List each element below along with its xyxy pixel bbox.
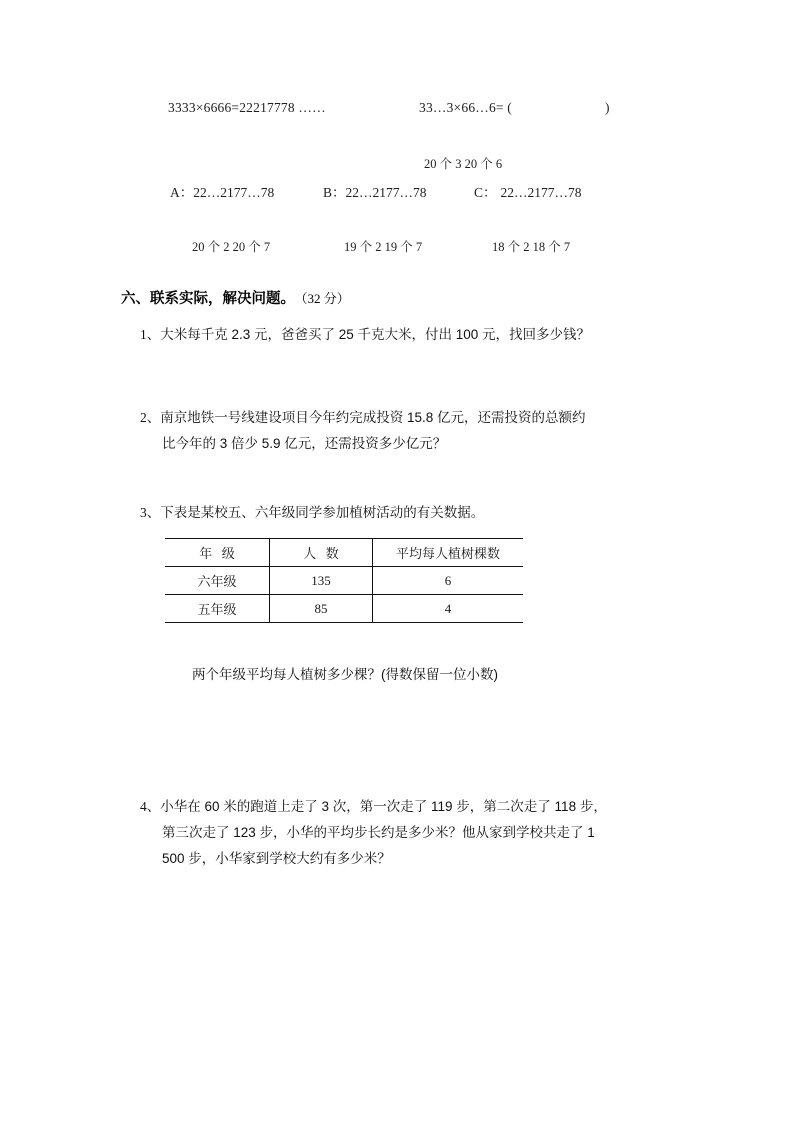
problem-3-sub-question: 两个年级平均每人植树多少棵？(得数保留一位小数) xyxy=(192,667,498,682)
mc-counter-a: 20 个 2 20 个 7 xyxy=(192,240,271,254)
mc-choice-b-value: 22…2177…78 xyxy=(345,185,427,200)
mc-question-close-paren: ) xyxy=(605,100,610,115)
table-cell-avg-0: 6 xyxy=(373,567,524,595)
problem-2-number: 2、 xyxy=(140,410,161,425)
table-header-count: 人 数 xyxy=(270,539,373,567)
mc-question-expression: 33…3×66…6= ( xyxy=(419,100,512,115)
section-heading xyxy=(121,287,350,308)
table-cell-count-1: 85 xyxy=(270,595,373,623)
mc-choice-a-label: A： xyxy=(170,185,194,200)
planting-data-table xyxy=(165,538,523,623)
problem-3 xyxy=(140,500,484,526)
table-header-grade: 年 级 xyxy=(165,539,270,567)
problem-4 xyxy=(140,794,607,872)
table-row xyxy=(165,595,523,623)
problem-4-line-1: 小华在 60 米的跑道上走了 3 次，第一次走了 119 步，第二次走了 118 步， xyxy=(160,799,607,814)
section-title: 联系实际，解决问题。 xyxy=(150,291,295,307)
problem-2 xyxy=(140,405,586,457)
table-header-row xyxy=(165,539,523,567)
section-number: 六、 xyxy=(121,291,150,307)
mc-choice-a[interactable] xyxy=(170,184,274,202)
problem-4-line-3: 500 步，小华家到学校大约有多少米？ xyxy=(162,851,391,866)
problem-4-number: 4、 xyxy=(140,799,161,814)
table-cell-count-0: 135 xyxy=(270,567,373,595)
mc-choice-b[interactable] xyxy=(323,184,427,202)
table-row xyxy=(165,567,523,595)
mc-counter-above-question: 20 个 3 20 个 6 xyxy=(424,157,503,171)
table-cell-avg-1: 4 xyxy=(373,595,524,623)
table-cell-grade-0: 六年级 xyxy=(165,567,270,595)
problem-1-line-1: 大米每千克 2.3 元，爸爸买了 25 千克大米，付出 100 元，找回多少钱？ xyxy=(160,327,591,342)
problem-3-line-1: 下表是某校五、六年级同学参加植树活动的有关数据。 xyxy=(160,505,485,520)
mc-choice-c-label: C： xyxy=(474,185,497,200)
mc-counter-b: 19 个 2 19 个 7 xyxy=(344,240,423,254)
problem-2-line-1: 南京地铁一号线建设项目今年约完成投资 15.8 亿元，还需投资的总额约 xyxy=(160,410,586,425)
mc-choice-b-label: B： xyxy=(323,185,346,200)
mc-choice-c[interactable] xyxy=(474,184,582,202)
section-points: （32 分） xyxy=(301,291,350,306)
table-header-avg: 平均每人植树棵数 xyxy=(373,539,524,567)
problem-4-line-2: 第三次走了 123 步，小华的平均步长约是多少米？他从家到学校共走了 1 xyxy=(162,825,595,840)
mc-example-line: 3333×6666=22217778 …… xyxy=(168,100,326,115)
problem-2-line-2: 比今年的 3 倍少 5.9 亿元，还需投资多少亿元？ xyxy=(162,436,447,451)
mc-counter-c: 18 个 2 18 个 7 xyxy=(492,240,571,254)
mc-choice-c-value: 22…2177…78 xyxy=(500,185,582,200)
problem-1 xyxy=(140,322,590,348)
problem-1-number: 1、 xyxy=(140,327,161,342)
mc-choice-a-value: 22…2177…78 xyxy=(193,185,275,200)
problem-3-number: 3、 xyxy=(140,505,161,520)
table-cell-grade-1: 五年级 xyxy=(165,595,270,623)
